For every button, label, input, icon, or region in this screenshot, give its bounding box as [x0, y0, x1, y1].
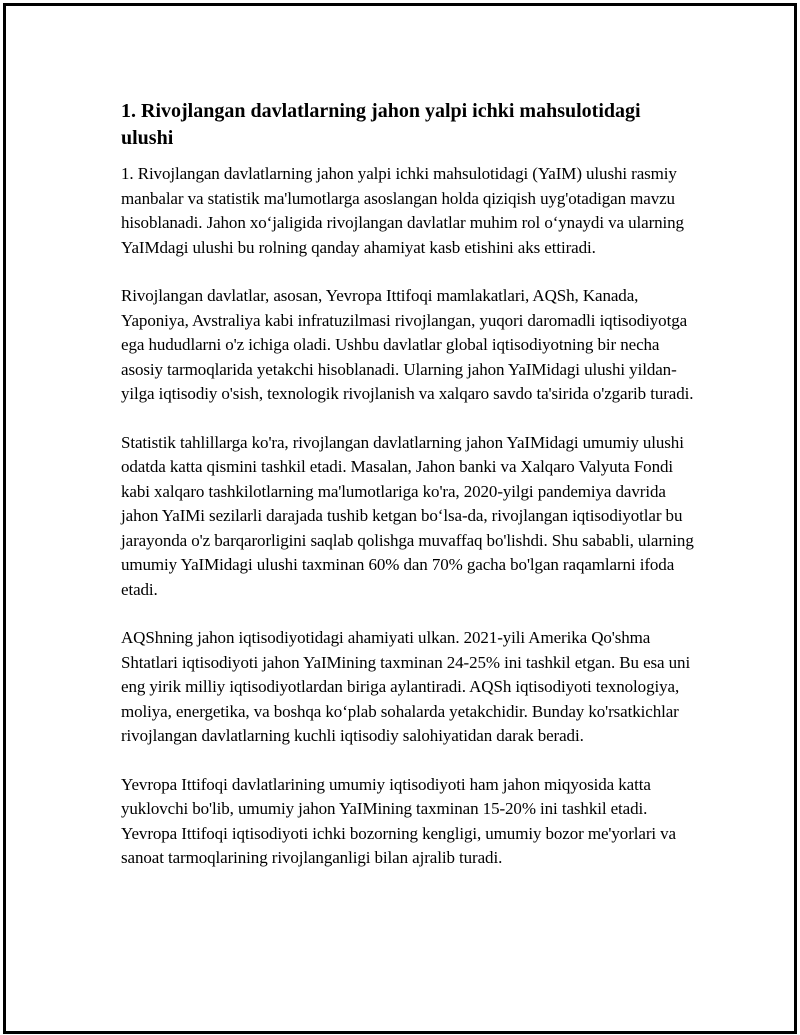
paragraph-intro: 1. Rivojlangan davlatlarning jahon yalpi ichki mahsulotidagi (YaIM) ulushi rasmiy manbalar va statistik ma'lumotlarga asoslangan holda qiziqish uyg'otadigan mavzu hisoblanadi. Jahon xo‘jaligida rivojlangan davlatlar muhim rol o‘ynaydi va ularning YaIMdagi ulushi bu rolning qanday ahamiyat kasb etishini aks ettiradi.	[121, 164, 684, 257]
paragraph-eu: Yevropa Ittifoqi davlatlarining umumiy iqtisodiyoti ham jahon miqyosida katta yuklovchi bo'lib, umumiy jahon YaIMining taxminan 15-20% ini tashkil etadi. Yevropa Ittifoqi iqtisodiyoti ichki bozorning kengligi, umumiy bozor me'yorlari va sanoat tarmoqlarining rivojlanganligi bilan ajralib turadi.	[121, 774, 677, 867]
paragraph-statistics: Statistik tahlillarga ko'ra, rivojlangan davlatlarning jahon YaIMidagi umumiy ulushi odatda katta qismini tashkil etadi. Masalan, Jahon banki va Xalqaro Valyuta Fondi kabi xalqaro tashkilotlarning ma'lumotlariga ko'ra, 2020-yilgi pandemiya davrida jahon YaIMi sezilarli darajada tushib ketgan bo‘lsa-da, rivojlangan iqtisodiyotlar bu jarayonda o'z barqarorligini saqlab qolishga muvaffaq bo'lishdi. Shu sababli, ularning umumiy YaIMidagi ulushi taxminan 60% dan 70% gacha bo'lgan raqamlarni ifoda etadi.	[121, 432, 694, 599]
section-heading: 1. Rivojlangan davlatlarning jahon yalpi ichki mahsulotidagi ulushi	[121, 100, 641, 149]
paragraph-usa: AQShning jahon iqtisodiyotidagi ahamiyati ulkan. 2021-yili Amerika Qo'shma Shtatlari iqtisodiyoti jahon YaIMining taxminan 24-25% ini tashkil etgan. Bu esa uni eng yirik milliy iqtisodiyotlardan biriga aylantiradi. AQSh iqtisodiyoti texnologiya, moliya, energetika, va boshqa ko‘plab sohalarda yetakchidir. Bunday ko'rsatkichlar rivojlangan davlatlarning kuchli iqtisodiy salohiyatidan darak beradi.	[121, 628, 691, 745]
document-body	[121, 98, 696, 895]
page-frame	[3, 3, 797, 1034]
paragraph-developed-countries: Rivojlangan davlatlar, asosan, Yevropa Ittifoqi mamlakatlari, AQSh, Kanada, Yaponiya, Avstraliya kabi infratuzilmasi rivojlangan, yuqori daromadli iqtisodiyotga ega hududlarni o'z ichiga oladi. Ushbu davlatlar global iqtisodiyotning bir necha asosiy tarmoqlarida yetakchi hisoblanadi. Ularning jahon YaIMidagi ulushi yildan-yilga iqtisodiy o'sish, texnologik rivojlanish va xalqaro savdo ta'sirida o'zgarib turadi.	[121, 286, 694, 403]
